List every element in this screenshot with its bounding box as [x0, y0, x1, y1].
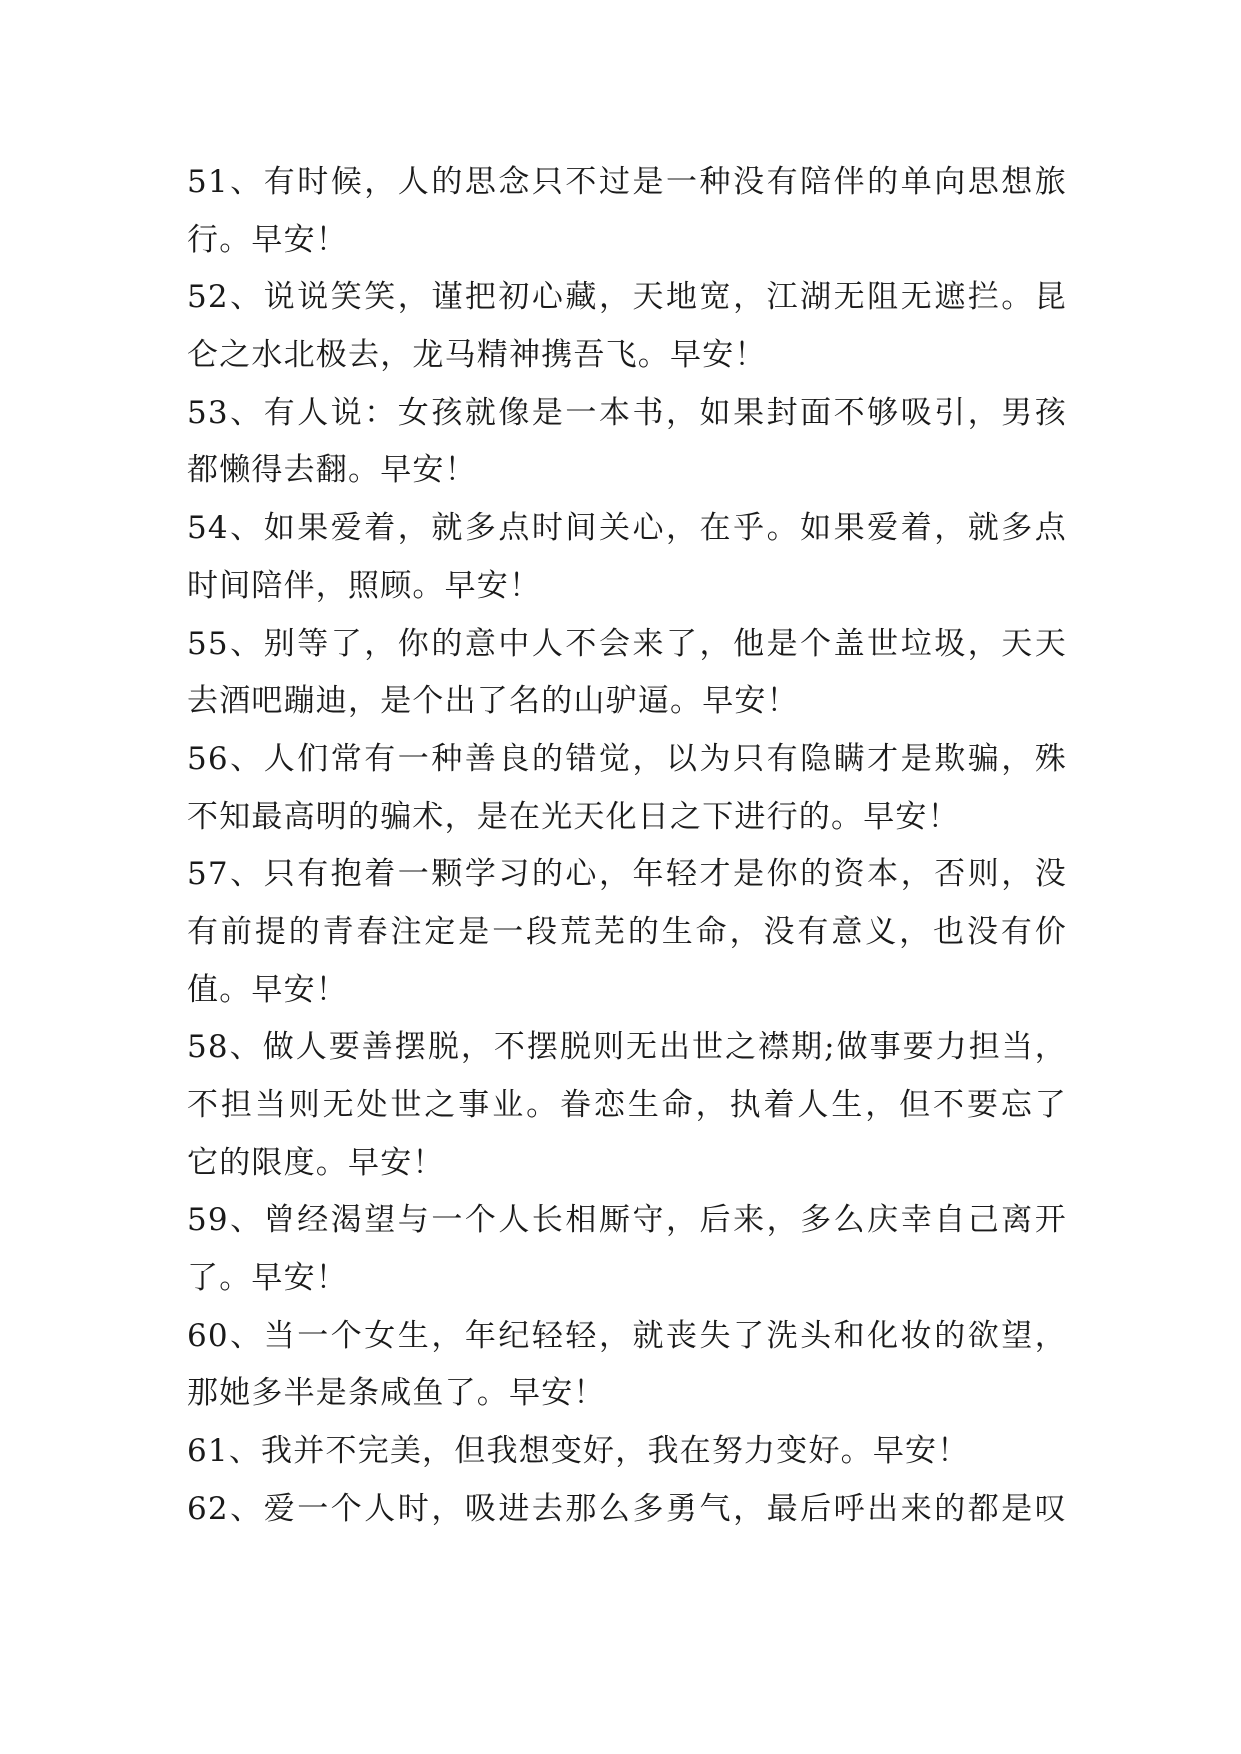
text-line: 57、只有抱着一颗学习的心，年轻才是你的资本，否则，没 — [187, 856, 1067, 893]
text-line: 去酒吧蹦迪，是个出了名的山驴逼。早安！ — [187, 683, 799, 720]
text-line: 它的限度。早安！ — [187, 1144, 445, 1181]
text-line: 值。早安！ — [187, 971, 348, 1008]
text-line: 了。早安！ — [187, 1260, 348, 1297]
text-line: 51、有时候，人的思念只不过是一种没有陪伴的单向思想旅 — [187, 164, 1067, 200]
text-line: 行。早安！ — [187, 221, 348, 258]
text-line: 仑之水北极去，龙马精神携吾飞。早安！ — [187, 337, 767, 374]
text-line: 58、做人要善摆脱，不摆脱则无出世之襟期;做事要力担当， — [187, 1029, 1067, 1066]
text-line: 55、别等了，你的意中人不会来了，他是个盖世垃圾，天天 — [187, 625, 1067, 662]
text-line: 那她多半是条咸鱼了。早安！ — [187, 1375, 606, 1412]
text-line: 52、说说笑笑，谨把初心藏，天地宽，江湖无阻无遮拦。昆 — [187, 279, 1067, 316]
text-line: 时间陪伴，照顾。早安！ — [187, 567, 542, 604]
text-line: 62、爱一个人时，吸进去那么多勇气，最后呼出来的都是叹 — [187, 1490, 1067, 1527]
document-body — [187, 154, 1067, 1539]
text-line: 61、我并不完美，但我想变好，我在努力变好。早安！ — [187, 1433, 970, 1470]
text-line: 不担当则无处世之事业。眷恋生命，执着人生，但不要忘了 — [187, 1087, 1067, 1123]
text-line: 59、曾经渴望与一个人长相厮守，后来，多么庆幸自己离开 — [187, 1202, 1067, 1239]
text-line: 不知最高明的骗术，是在光天化日之下进行的。早安！ — [187, 798, 960, 835]
text-line: 54、如果爱着，就多点时间关心，在乎。如果爱着，就多点 — [187, 510, 1067, 547]
text-line: 56、人们常有一种善良的错觉，以为只有隐瞒才是欺骗，殊 — [187, 740, 1067, 777]
text-line: 有前提的青春注定是一段荒芜的生命，没有意义，也没有价 — [187, 913, 1067, 950]
text-line: 53、有人说：女孩就像是一本书，如果封面不够吸引，男孩 — [187, 394, 1067, 431]
text-line: 都懒得去翻。早安！ — [187, 452, 477, 489]
text-line: 60、当一个女生，年纪轻轻，就丧失了洗头和化妆的欲望， — [187, 1317, 1067, 1354]
